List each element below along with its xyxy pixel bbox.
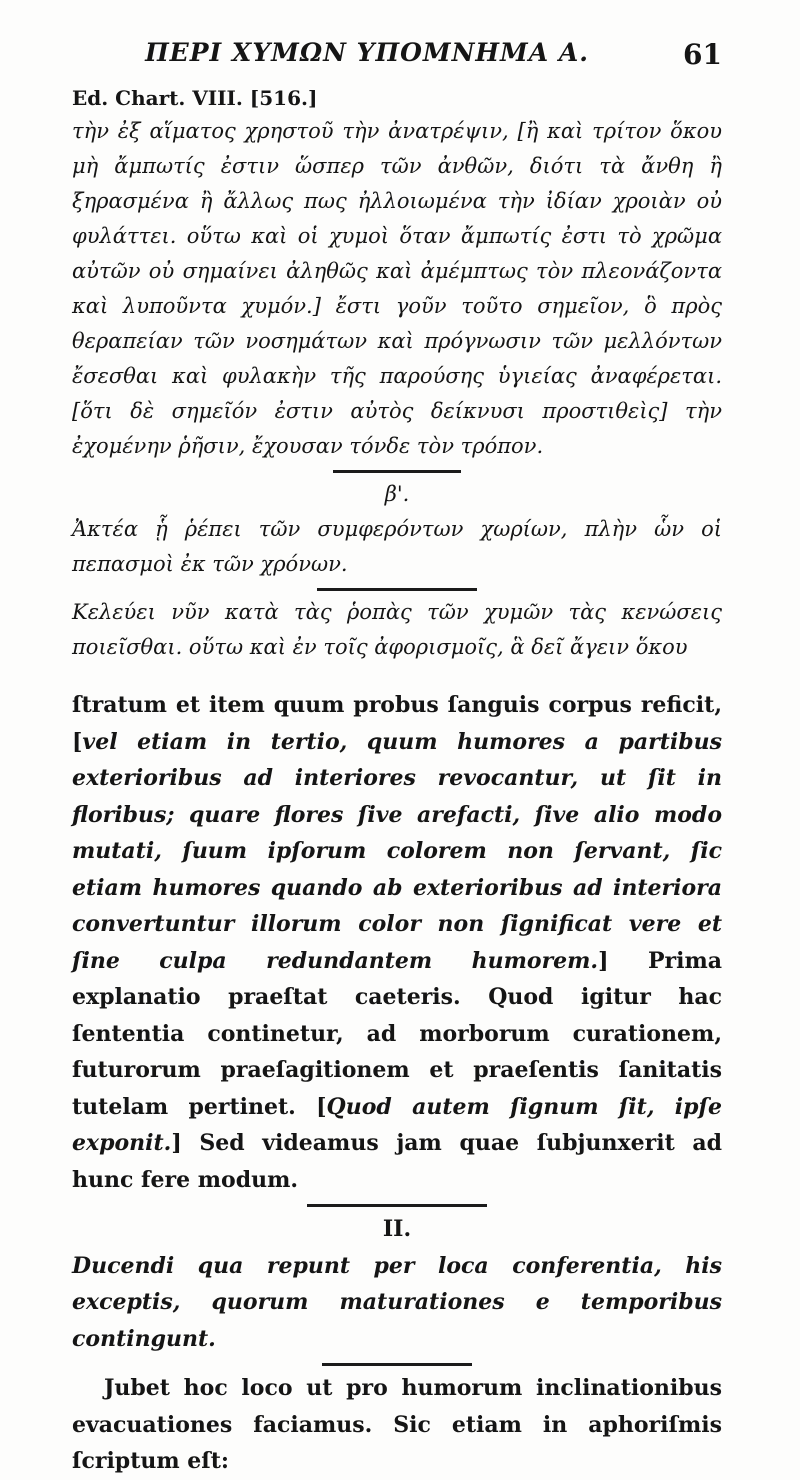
divider [307,1204,487,1207]
greek-paragraph-1: τὴν ἐξ αἵματος χρηστοῦ τὴν ἀνατρέψιν, [ἢ καὶ τρίτον ὅκου μὴ ἄμπωτίς ἐστιν ὥσπερ τῶν ἀνθῶν, διότι τὰ ἄνθη ἢ ξηρασμένα ἢ ἄλλως πως ἠλλοιωμένα τὴν ἰδίαν χροιὰν οὐ φυλάττει. οὕτω καὶ οἱ χυμοὶ ὅταν ἄμπωτίς ἐστι τὸ χρῶμα αὐτῶν οὐ σημαίνει ἀληθῶς καὶ ἀμέμπτως τὸν πλεονάζοντα καὶ λυποῦντα χυμόν.] ἔστι γοῦν τοῦτο σημεῖον, ὃ πρὸς θεραπείαν τῶν νοσημάτων καὶ πρόγνωσιν τῶν μελλόντων ἔσεσθαι καὶ φυλακὴν τῆς παρούσης ὑγιείας ἀναφέρεται. [ὅτι δὲ σημεῖόν ἐστιν αὐτὸς δείκνυσι προστιθεὶς] τὴν ἐχομένην ῥῆσιν, ἔχουσαν τόνδε τὸν τρόπον. [72,119,722,458]
greek-section-number: β'. [384,482,410,506]
divider [333,470,461,473]
running-title: ΠΕΡΙ ΧΥΜΩΝ ΥΠΟΜΝΗΜΑ Α. [145,38,589,67]
page [72,38,722,1480]
greek-paragraph-2: Κελεύει νῦν κατὰ τὰς ῥοπὰς τῶν χυμῶν τὰς κενώσεις ποιεῖσθαι. οὕτω καὶ ἐν τοῖς ἀφορισμοῖς, ἃ δεῖ ἄγειν ὅκου [72,600,722,659]
latin-paragraph-1 [72,687,722,1198]
latin-text-run: ſtratum et item quum probus ſanguis corpus reficit, [ [72,692,722,755]
latin-text-run: ] Prima explanatio praeſtat caeteris. Quod igitur hac ſententia continetur, ad morborum curationem, futurorum praeſagitionem et praeſentis ſanitatis tutelam pertinet. [ [72,947,722,1120]
latin-italic-run: Quod autem ſignum ſit, ipſe exponit. [72,1093,722,1156]
latin-text-run: ] Sed videamus jam quae ſubjunxerit ad hunc fere modum. [72,1130,722,1193]
latin-text [72,687,722,1480]
greek-aphorism: Ἀκτέα ᾗ ῥέπει τῶν συμφερόντων χωρίων, πλὴν ὧν οἱ πεπασμοὶ ἐκ τῶν χρόνων. [72,517,722,576]
edition-reference: Ed. Chart. VIII. [516.] [72,86,318,110]
latin-paragraph-2: Jubet hoc loco ut pro humorum inclinationibus evacuationes faciamus. Sic etiam in aphoriſmis ſcriptum eſt: [72,1375,722,1474]
greek-text [72,114,722,665]
latin-aphorism [72,1248,722,1358]
latin-italic-run: Ducendi qua repunt per loca conferentia, his exceptis, quorum maturationes e temporibus contingunt. [72,1252,722,1352]
latin-section-number: II. [382,1216,412,1242]
divider [322,1363,472,1366]
page-header [72,38,722,84]
divider [317,588,477,591]
page-number: 61 [683,38,722,71]
latin-italic-run: vel etiam in tertio, quum humores a partibus exterioribus ad interiores revocantur, ut ſit in floribus; quare flores ſive arefacti, ſive alio modo mutati, ſuum ipſorum colorem non ſervant, ſic etiam humores quando ab exterioribus ad interiora convertuntur illorum color non ſignificat vere et ſine culpa redundantem humorem. [72,728,722,974]
